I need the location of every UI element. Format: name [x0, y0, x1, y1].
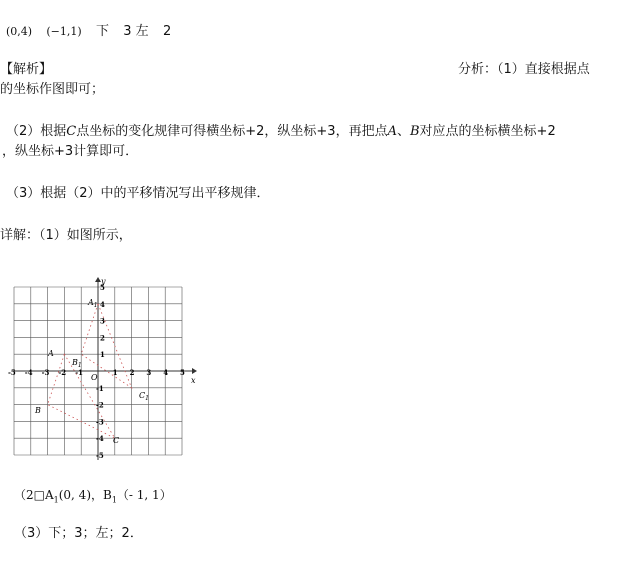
answer-coord-a1: (0,4) — [6, 25, 33, 38]
y-tick-label: -1 — [96, 383, 104, 393]
y-tick-label: 5 — [100, 283, 105, 292]
analysis-p2-point-c: C — [66, 124, 77, 139]
point-label-c1-letter: C — [139, 391, 146, 400]
x-axis-arrow — [192, 368, 197, 374]
point-label-a: A — [48, 349, 54, 358]
y-axis-label: y — [101, 277, 106, 286]
analysis-p1-number: （1） — [497, 62, 525, 77]
detail-p2 — [14, 487, 172, 508]
origin-label: O — [91, 373, 98, 382]
analysis-p2-separator: 、 — [396, 124, 410, 139]
detail-p2-sub-2: 1 — [111, 495, 117, 505]
y-tick-label: -2 — [96, 400, 104, 410]
point-label-b1-letter: B — [72, 358, 78, 367]
analysis-label: 分析： — [458, 62, 498, 77]
analysis-p2-number: （2） — [6, 124, 41, 139]
x-tick-label: -5 — [8, 368, 16, 377]
x-tick-label: -3 — [41, 368, 50, 377]
point-label-c: C — [113, 436, 120, 445]
point-label-b1-sub: 1 — [77, 362, 82, 369]
analysis-p1-text-a: 直接根据点 — [524, 62, 590, 77]
x-tick-label: 5 — [180, 368, 185, 377]
x-tick-label: 3 — [146, 368, 152, 377]
point-label-c1 — [139, 391, 149, 402]
detail-label: 详解： — [0, 228, 40, 243]
analysis-p2-point-a: A — [387, 124, 397, 139]
detail-p2-suffix: （- 1, 1） — [116, 488, 172, 502]
point-label-c1-sub: 1 — [145, 395, 149, 402]
x-tick-label: 1 — [112, 368, 118, 377]
analysis-p2-line1 — [6, 124, 556, 140]
x-tick-label: -2 — [58, 368, 67, 377]
analysis-p3: （3）根据（2）中的平移情况写出平移规律． — [6, 186, 270, 201]
analysis-p2-point-b: B — [409, 124, 420, 139]
point-label-a1 — [87, 298, 98, 309]
y-tick-label: 3 — [100, 316, 105, 326]
analysis-p2-line2: ，纵坐标+3计算即可． — [2, 144, 139, 159]
detail-p1: （1）如图所示， — [39, 228, 132, 243]
analysis-p2-text-d: 对应点的坐标横坐标+2 — [419, 124, 556, 139]
analysis-label-line — [458, 62, 590, 78]
answer-coord-b1: (−1,1) — [46, 25, 82, 38]
y-tick-label: 1 — [100, 350, 105, 360]
y-tick-label: -4 — [96, 434, 104, 444]
answer-line — [6, 24, 171, 40]
point-label-a1-letter: A — [88, 298, 94, 307]
x-tick-label: 2 — [129, 368, 135, 377]
y-tick-label: -5 — [96, 451, 104, 460]
detail-p2-prefix: （2□A — [14, 488, 54, 502]
x-axis-label: x — [191, 376, 196, 385]
answer-number-2: 2 — [162, 24, 172, 39]
analysis-heading: 【解析】 — [0, 62, 53, 77]
x-tick-label: -4 — [24, 368, 33, 377]
analysis-p1-text-b: 的坐标作图即可； — [0, 82, 105, 97]
answer-direction-2: 左 — [135, 24, 149, 39]
answer-direction-1: 下 — [95, 24, 109, 39]
detail-p3: （3）下；3；左；2． — [14, 526, 143, 541]
answer-number-1: 3 — [123, 24, 132, 39]
detail-p2-sub-1: 1 — [53, 495, 59, 505]
detail-p2-mid: (0, 4)，B — [58, 488, 112, 502]
triangle-a1b1c1 — [81, 304, 131, 388]
y-tick-label: 2 — [100, 333, 105, 343]
point-label-a1-sub: 1 — [93, 302, 98, 309]
point-label-b: B — [35, 406, 41, 415]
x-tick-label: -1 — [75, 368, 83, 377]
y-tick-label: 4 — [100, 299, 105, 309]
analysis-p2-text-a: 根据 — [40, 124, 67, 139]
analysis-p2-text-b: 点坐标的变化规律可得横坐标+2，纵坐标+3，再把点 — [76, 124, 388, 139]
y-tick-label: -3 — [96, 417, 104, 427]
x-tick-label: 4 — [163, 368, 169, 377]
coordinate-grid-figure — [8, 276, 198, 466]
detail-line-1 — [0, 228, 132, 244]
